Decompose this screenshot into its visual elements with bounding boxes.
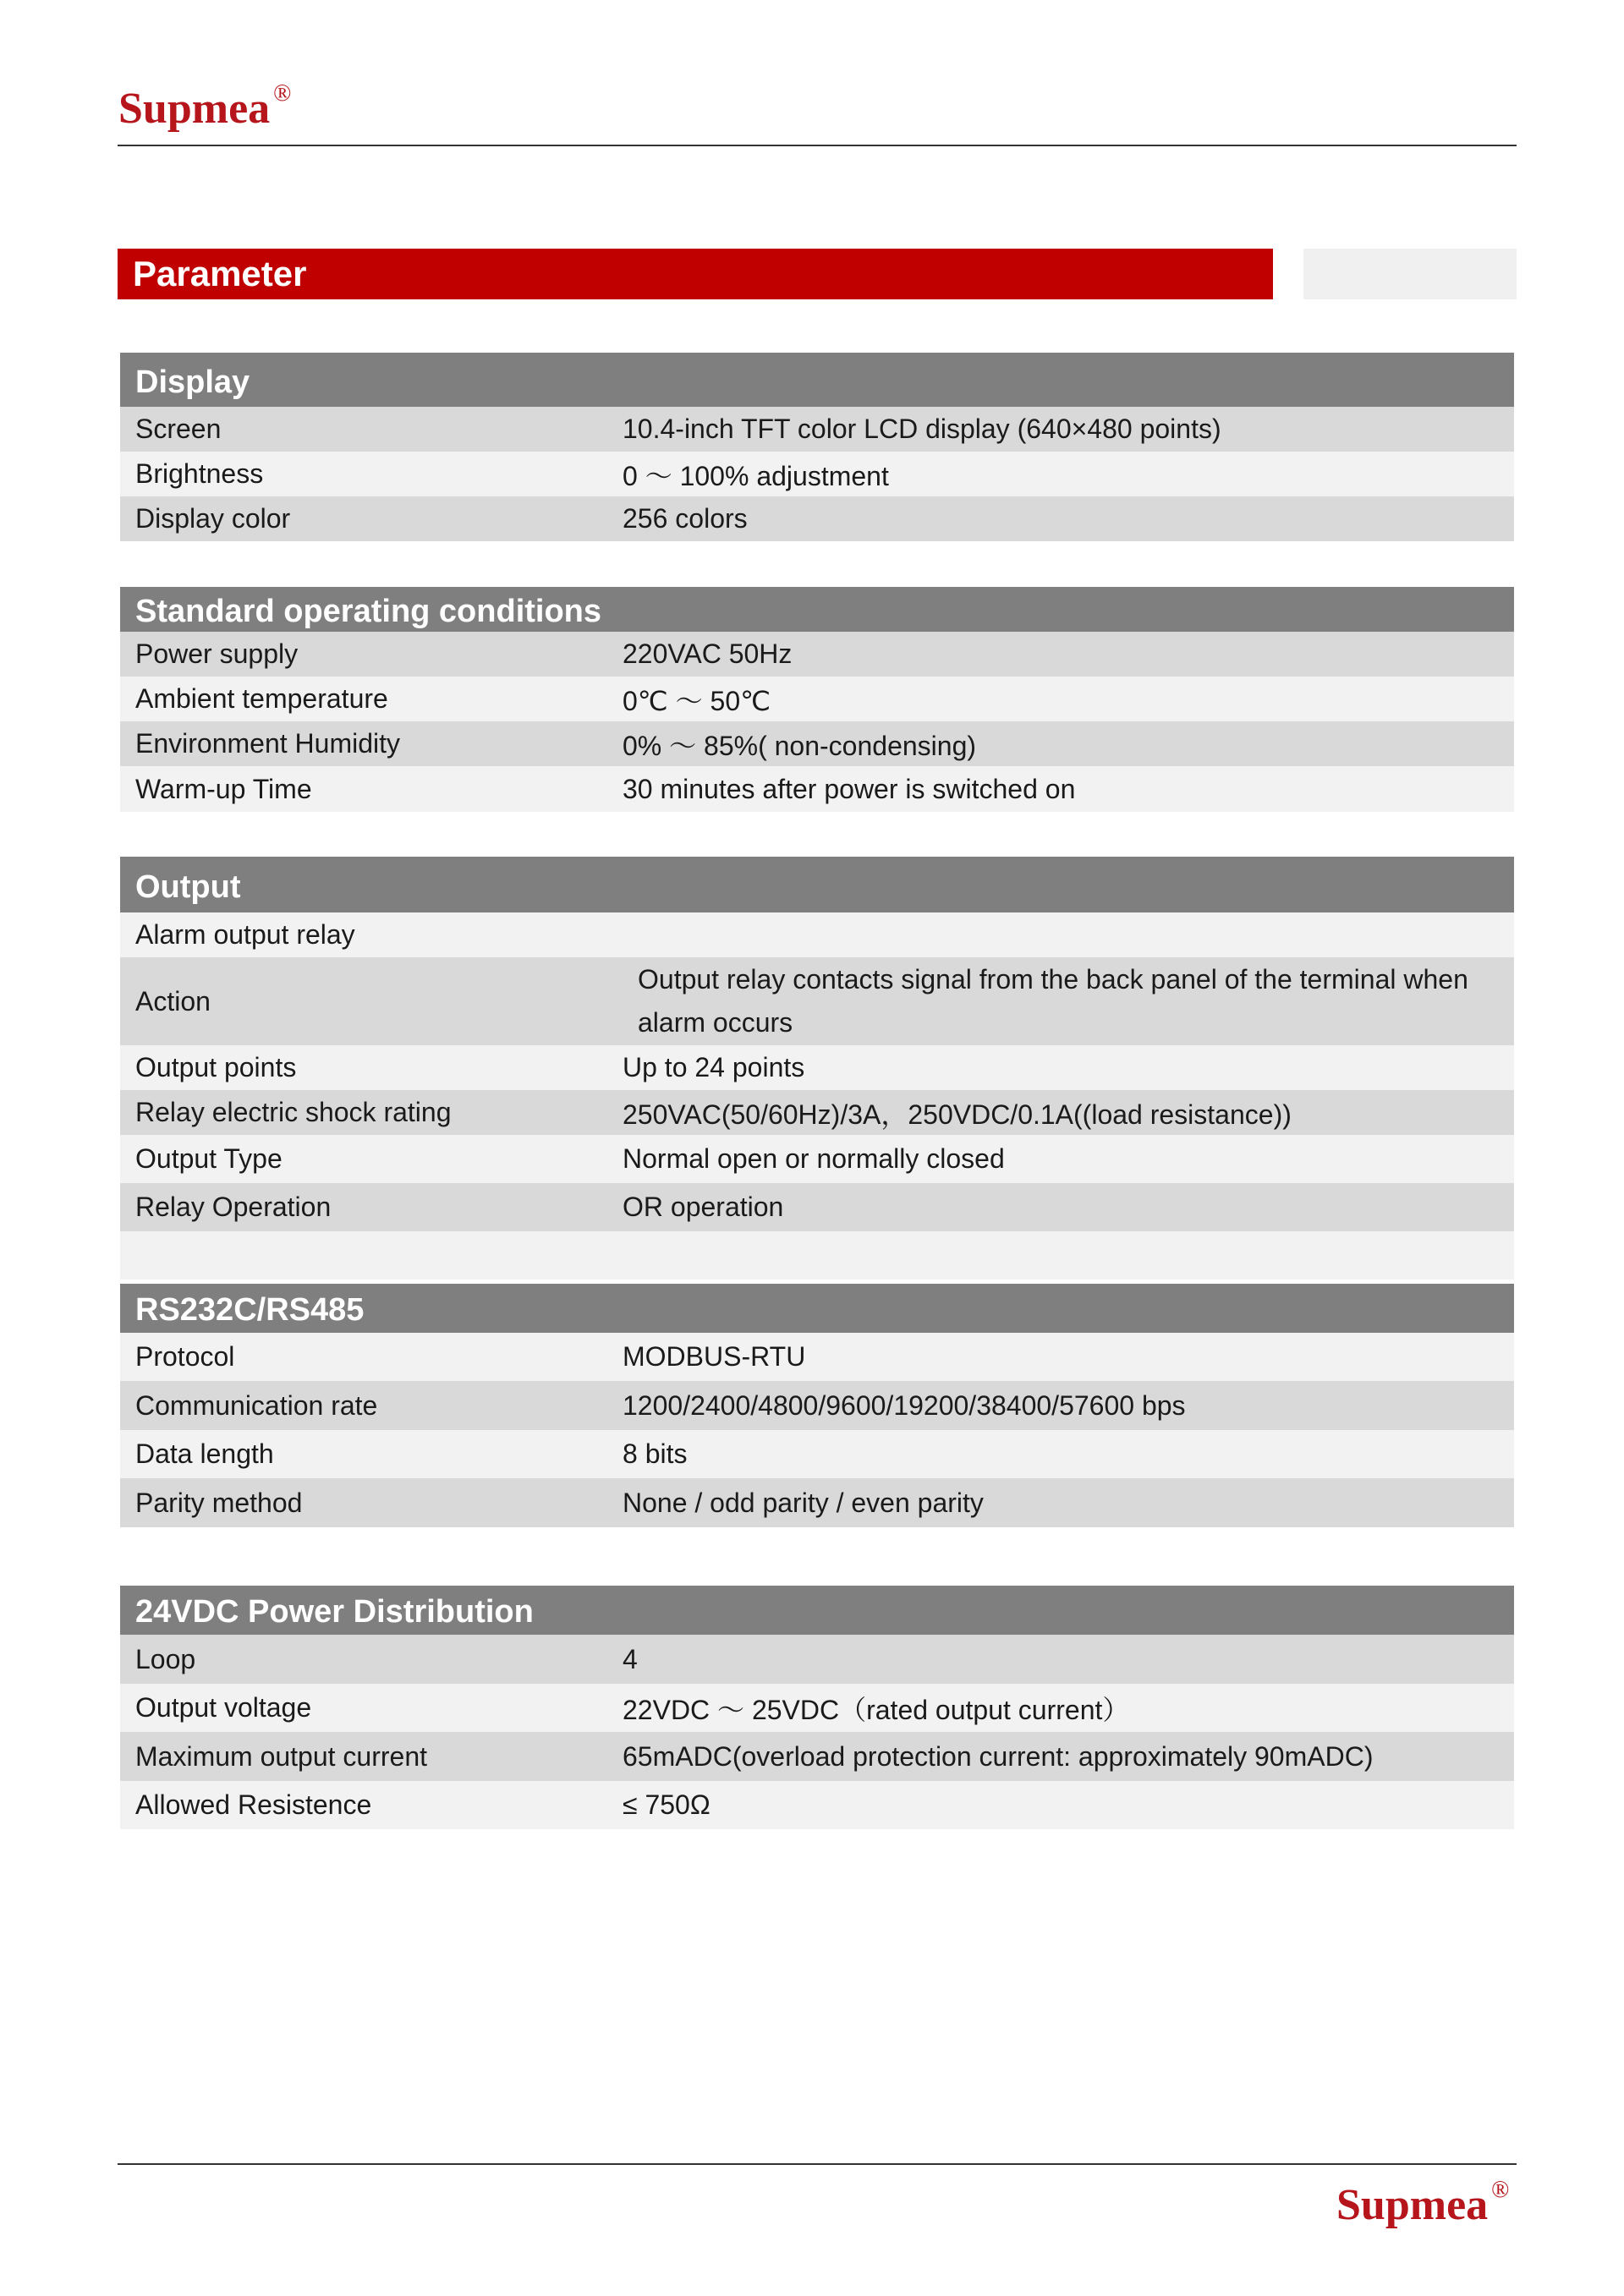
row-label: Alarm output relay: [135, 919, 355, 950]
section-title: RS232C/RS485: [120, 1284, 1514, 1333]
row-label: Data length: [135, 1438, 274, 1469]
table-row: [120, 912, 1514, 957]
table-row: [120, 1135, 1514, 1183]
row-label: Output points: [135, 1052, 297, 1082]
row-value: 65mADC(overload protection current: approximately 90mADC): [623, 1740, 1374, 1772]
row-value: 10.4-inch TFT color LCD display (640×480 points): [623, 414, 1221, 444]
row-label: Parity method: [135, 1487, 303, 1518]
row-value: 30 minutes after power is switched on: [623, 773, 1076, 804]
section-title: Standard operating conditions: [120, 587, 1514, 632]
spacer-row: [120, 1231, 1514, 1280]
table-row: [120, 452, 1514, 496]
table-row: [120, 1090, 1514, 1135]
row-value: 0% ～ 85%( non-condensing): [623, 730, 977, 761]
table-row: [120, 677, 1514, 721]
row-label: Loop: [135, 1643, 196, 1674]
title-side-block: [1303, 249, 1517, 299]
row-value: 1200/2400/4800/9600/19200/38400/57600 bps: [623, 1389, 1186, 1421]
row-value: 250VAC(50/60Hz)/3A，250VDC/0.1A((load resistance)): [623, 1099, 1292, 1130]
table-row: [120, 407, 1514, 452]
table-row: [120, 1333, 1514, 1381]
table-row: [120, 1045, 1514, 1090]
row-value: OR operation: [623, 1192, 784, 1222]
page-title: Parameter: [118, 249, 1273, 299]
table-row: [120, 1732, 1514, 1781]
row-label: Power supply: [135, 638, 299, 669]
section-title: 24VDC Power Distribution: [120, 1586, 1514, 1635]
row-label: Output Type: [135, 1143, 283, 1174]
row-value: 0 ～ 100% adjustment: [623, 460, 889, 491]
row-value: Up to 24 points: [623, 1052, 805, 1082]
row-label: Allowed Resistence: [135, 1789, 372, 1820]
table-row: [120, 632, 1514, 677]
row-label: Communication rate: [135, 1389, 378, 1421]
row-label: Screen: [135, 414, 222, 444]
table-row: [120, 1684, 1514, 1732]
row-label: Output voltage: [135, 1692, 312, 1723]
row-label: Ambient temperature: [135, 683, 388, 714]
section-display: [120, 353, 1514, 541]
row-value: None / odd parity / even parity: [623, 1487, 984, 1518]
table-row: [120, 1781, 1514, 1829]
row-label: Maximum output current: [135, 1740, 428, 1772]
section-title: Output: [120, 857, 1514, 912]
row-value: 0℃ ～ 50℃: [623, 685, 771, 716]
brand-logo-bottom: Supmea ®: [1336, 2177, 1510, 2229]
brand-logo-top: Supmea ®: [118, 80, 292, 133]
row-value: 256 colors: [623, 503, 748, 534]
row-value: 22VDC ～ 25VDC（rated output current）: [623, 1694, 1130, 1725]
row-label: Protocol: [135, 1341, 235, 1372]
table-row: [120, 766, 1514, 812]
row-label: Warm-up Time: [135, 773, 312, 804]
footer-divider: [118, 2163, 1517, 2165]
table-row: [120, 957, 1514, 1045]
row-value: 8 bits: [623, 1438, 688, 1469]
row-label: Relay electric shock rating: [135, 1097, 452, 1127]
row-value: Normal open or normally closed: [623, 1143, 1005, 1174]
row-value: 220VAC 50Hz: [623, 638, 793, 669]
row-label: Relay Operation: [135, 1192, 332, 1222]
row-value: Output relay contacts signal from the back panel of the terminal when alarm occurs: [638, 964, 1468, 1038]
table-row: [120, 1478, 1514, 1527]
row-label: Action: [135, 985, 211, 1016]
table-row: [120, 1183, 1514, 1231]
header-divider: [118, 145, 1517, 146]
section-24vdc-power-distribution: [120, 1586, 1514, 1829]
table-row: [120, 1381, 1514, 1430]
row-value: MODBUS-RTU: [623, 1341, 806, 1372]
table-row: [120, 1635, 1514, 1684]
row-label: Display color: [135, 503, 291, 534]
section-rs232c-rs485: [120, 1284, 1514, 1527]
section-output: [120, 857, 1514, 1280]
row-value: ≤ 750Ω: [623, 1789, 710, 1820]
section-operating-conditions: [120, 587, 1514, 812]
row-value: 4: [623, 1643, 638, 1674]
row-label: Brightness: [135, 458, 264, 489]
table-row: [120, 1430, 1514, 1478]
table-row: [120, 496, 1514, 541]
row-label: Environment Humidity: [135, 728, 400, 759]
table-row: [120, 721, 1514, 766]
section-title: Display: [120, 353, 1514, 407]
